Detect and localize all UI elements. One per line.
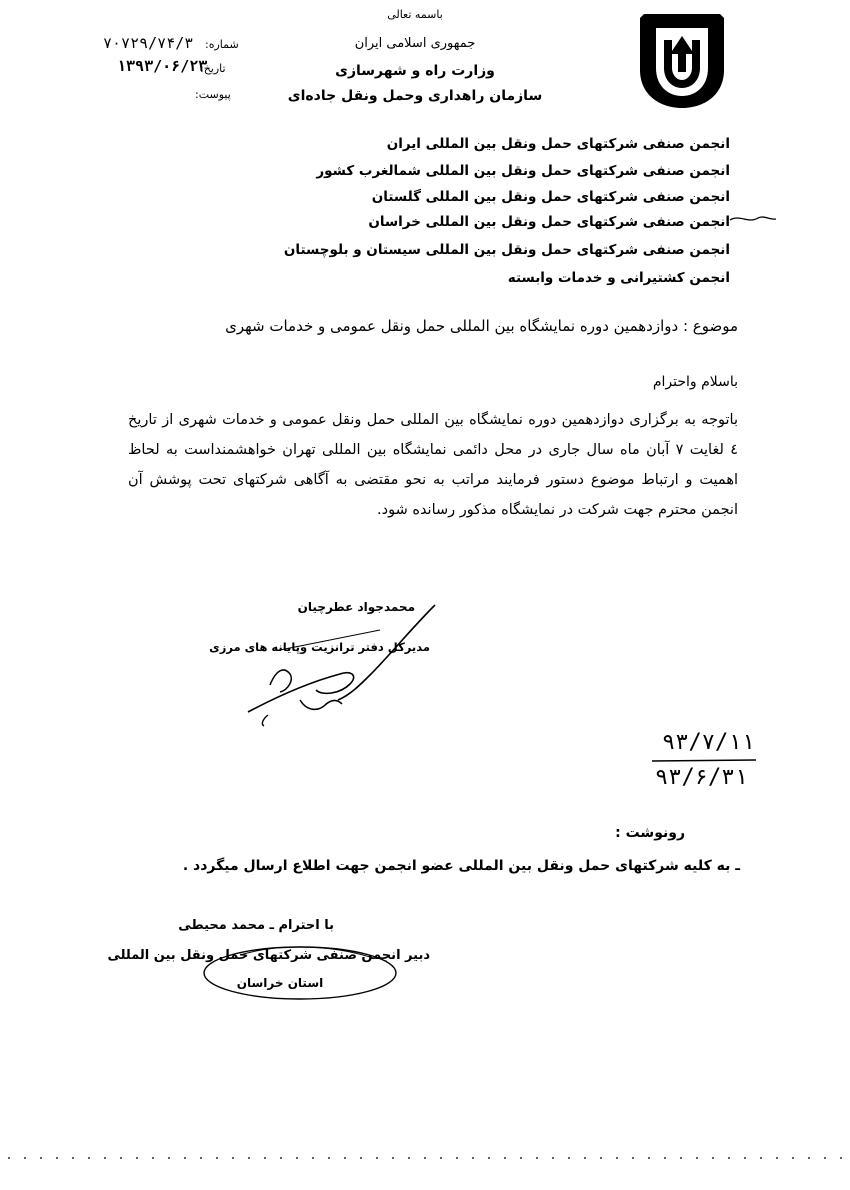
recipient-item: انجمن صنفی شرکتهای حمل ونقل بین المللی گلستان: [371, 189, 730, 205]
pen-mark: [728, 210, 778, 230]
regards-line: با احترام ـ محمد محیطی: [178, 918, 334, 933]
recipient-item: انجمن صنفی شرکتهای حمل ونقل بین المللی ایران: [386, 136, 730, 152]
ministry-logo-icon: [632, 10, 732, 110]
salutation: باسلام واحترام: [652, 374, 738, 390]
signatory-name: محمدجواد عطرچیان: [297, 600, 415, 614]
cc-label: رونوشت :: [615, 825, 685, 841]
number-label: شماره:: [205, 38, 239, 51]
signatory-title: مدیرکل دفتر ترانزیت وپایانه های مرزی: [209, 640, 430, 654]
organization-name: سازمان راهداری وحمل ونقل جاده‌ای: [287, 88, 543, 104]
regards-title: دبیر انجمن صنفی شرکتهای حمل ونقل بین المللی: [107, 948, 430, 963]
handwritten-note: ۹۳/۶/۳۱: [655, 765, 748, 790]
stamp-oval: [200, 935, 400, 1005]
letter-body: باتوجه به برگزاری دوازدهمین دوره نمایشگاه بین المللی حمل ونقل عمومی و خدمات شهری از تاریخ ٤ لغایت ۷ آبان ماه سال جاری در محل دائمی نمایشگاه بین المللی تهران خواهشمنداست به لحاظ اهمیت و ارتباط موضوع دستور فرمایند مراتب به نحو مقتضی به آگاهی شرکتهای تحت پوشش آن انجمن محترم جهت شرکت در نمایشگاه مذکور رسانده شود.: [128, 412, 738, 518]
ministry-name: وزارت راه و شهرسازی: [335, 63, 495, 79]
recipient-item: انجمن صنفی شرکتهای حمل ونقل بین المللی سیستان و بلوچستان: [283, 242, 730, 258]
attachment-label: پیوست:: [195, 88, 231, 101]
country-name: جمهوری اسلامی ایران: [354, 36, 476, 51]
date-label: تاریخ:: [200, 62, 226, 75]
recipient-item: انجمن کشتیرانی و خدمات وابسته: [507, 270, 730, 286]
handwritten-signature: [209, 600, 440, 730]
cc-line: ـ به کلیه شرکتهای حمل ونقل بین المللی عضو انجمن جهت اطلاع ارسال میگردد .: [182, 858, 740, 874]
date-value: ۱۳۹۳/۰۶/۲۳: [117, 57, 208, 75]
regards-province: استان خراسان: [236, 976, 324, 990]
handwritten-note: ۹۳/۷/۱۱: [662, 730, 755, 755]
number-value: ۷۰۷۲۹/۷۴/۳: [103, 34, 194, 52]
note-divider: [650, 758, 760, 764]
recipient-item: انجمن صنفی شرکتهای حمل ونقل بین المللی شمالغرب کشور: [316, 163, 730, 179]
scan-edge: [0, 1155, 850, 1161]
recipient-item: انجمن صنفی شرکتهای حمل ونقل بین المللی خراسان: [368, 214, 730, 230]
subject-line: موضوع : دوازدهمین دوره نمایشگاه بین المللی حمل ونقل عمومی و خدمات شهری: [225, 317, 738, 335]
bismillah: باسمه تعالی: [387, 8, 443, 21]
